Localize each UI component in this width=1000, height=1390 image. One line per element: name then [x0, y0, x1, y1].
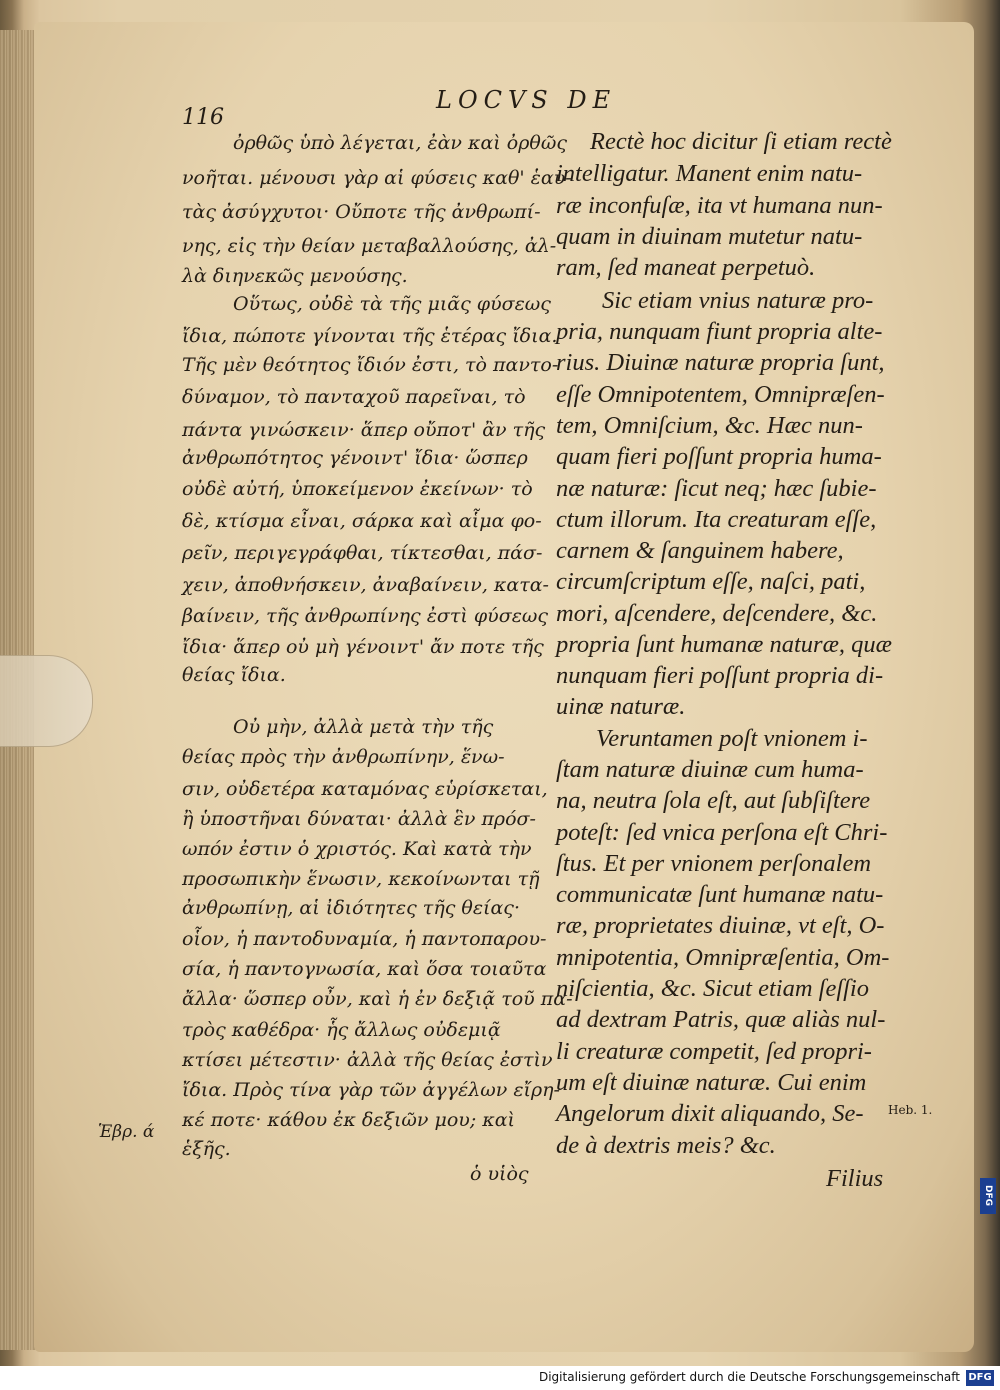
greek-line: ἄλλα· ὥσπερ οὖν, καὶ ἡ ἐν δεξιᾷ τοῦ πα- [182, 988, 573, 1010]
footer-bar [0, 1366, 1000, 1390]
latin-line: ræ, proprietates diuinæ, vt eſt, O- [556, 912, 885, 939]
latin-line: mnipotentia, Omnipræſentia, Om- [556, 944, 890, 971]
greek-line: θείας πρὸς τὴν ἀνθρωπίνην, ἕνω- [182, 746, 505, 768]
latin-line: poteſt: ſed vnica perſona eſt Chri- [556, 819, 888, 846]
greek-line: δὲ, κτίσμα εἶναι, σάρκα καὶ αἷμα φο- [182, 510, 542, 532]
greek-line: νοῆται. μένουσι γὰρ αἱ φύσεις καθ' ἑαυ- [182, 167, 572, 189]
greek-line: νης, εἰς τὴν θείαν μεταβαλλούσης, ἀλ- [182, 235, 557, 257]
latin-line: um eſt diuinæ naturæ. Cui enim [556, 1069, 867, 1096]
greek-line: κτίσει μέτεστιν· ἀλλὰ τῆς θείας ἐστὶν [182, 1049, 553, 1071]
latin-line: communicatæ ſunt humanæ natu- [556, 881, 884, 908]
latin-line: intelligatur. Manent enim natu- [556, 160, 863, 187]
latin-line: propria ſunt humanæ naturæ, quæ [556, 631, 893, 658]
latin-line: Sic etiam vnius naturæ pro- [602, 287, 874, 314]
greek-line: ἢ ὑποστῆναι δύναται· ἀλλὰ ἓν πρόσ- [182, 808, 536, 830]
latin-line: ræ inconfuſæ, ita vt humana nun- [556, 192, 883, 219]
latin-line: circumſcriptum eſſe, naſci, pati, [556, 568, 866, 595]
latin-line: rius. Diuinæ naturæ propria ſunt, [556, 349, 885, 376]
latin-line: ſtam naturæ diuinæ cum huma- [556, 756, 864, 783]
greek-line: ὀρθῶς ὑπὸ λέγεται, ἐὰν καὶ ὀρθῶς [233, 132, 567, 154]
greek-line: ἑξῆς. [182, 1138, 231, 1160]
greek-line: Οὐ μὴν, ἀλλὰ μετὰ τὴν τῆς [233, 716, 494, 738]
greek-line: Οὕτως, οὐδὲ τὰ τῆς μιᾶς φύσεως [233, 293, 551, 315]
latin-line: ſtus. Et per vnionem perſonalem [556, 850, 872, 877]
greek-line: ρεῖν, περιγεγράφθαι, τίκτεσθαι, πάσ- [182, 542, 543, 564]
latin-line: carnem & ſanguinem habere, [556, 537, 844, 564]
greek-line: σιν, οὐδετέρα καταμόνας εὑρίσκεται, [182, 778, 548, 800]
latin-line: quam in diuinam mutetur natu- [556, 223, 863, 250]
latin-line: Veruntamen poſt vnionem i- [596, 725, 868, 752]
greek-margin-note: Ἑβρ. ά [98, 1122, 155, 1142]
greek-line: Τῆς μὲν θεότητος ἴδιόν ἐστι, τὸ παντο- [182, 354, 559, 376]
latin-line: Angelorum dixit aliquando, Se- [556, 1100, 864, 1127]
latin-line: ram, ſed maneat perpetuò. [556, 254, 816, 281]
greek-line: οὐδὲ αὐτή, ὑποκείμενον ἐκείνων· τὸ [182, 478, 533, 500]
latin-line: ad dextram Patris, quæ aliàs nul- [556, 1006, 886, 1033]
latin-line: li creaturæ competit, ſed propri- [556, 1038, 872, 1065]
latin-line: tem, Omniſcium, &c. Hæc nun- [556, 412, 863, 439]
latin-line: niſcientia, &c. Sicut etiam ſeſſio [556, 975, 869, 1002]
greek-catchword: ὁ υἱὸς [470, 1163, 529, 1185]
latin-line: eſſe Omnipotentem, Omnipræſen- [556, 381, 885, 408]
greek-line: τὰς ἀσύγχυτοι· Οὔποτε τῆς ἀνθρωπί- [182, 201, 541, 223]
greek-line: ἀνθρωπότητος γένοιντ' ἴδια· ὥσπερ [182, 447, 528, 469]
latin-line: uinæ naturæ. [556, 693, 686, 720]
latin-line: na, neutra ſola eſt, aut ſubſiſtere [556, 787, 871, 814]
greek-line: λὰ διηνεκῶς μενούσης. [182, 265, 408, 287]
latin-margin-note: Heb. 1. [888, 1103, 933, 1117]
greek-line: προσωπικὴν ἕνωσιν, κεκοίνωνται τῇ [182, 868, 540, 890]
latin-line: nunquam fieri poſſunt propria di- [556, 662, 884, 689]
latin-line: pria, nunquam fiunt propria alte- [556, 318, 883, 345]
greek-line: θείας ἴδια. [182, 664, 286, 686]
greek-line: σία, ἡ παντογνωσία, καὶ ὅσα τοιαῦτα [182, 958, 547, 980]
latin-line: næ naturæ: ſicut neq; hæc ſubie- [556, 475, 877, 502]
latin-line: quam fieri poſſunt propria huma- [556, 443, 882, 470]
greek-line: ἴδια· ἅπερ οὐ μὴ γένοιντ' ἄν ποτε τῆς [182, 636, 544, 658]
running-head: LOCVS DE [436, 86, 617, 114]
greek-line: τρὸς καθέδρα· ἧς ἄλλως οὐδεμιᾷ [182, 1019, 501, 1041]
greek-line: χειν, ἀποθνήσκειν, ἀναβαίνειν, κατα- [182, 574, 549, 596]
greek-line: ἀνθρωπίνῃ, αἱ ἰδιότητες τῆς θείας· [182, 897, 520, 919]
greek-line: οἷον, ἡ παντοδυναμία, ἡ παντοπαρου- [182, 928, 547, 950]
page-number: 116 [182, 105, 224, 130]
greek-line: ἴδια. Πρὸς τίνα γὰρ τῶν ἀγγέλων εἴρη- [182, 1079, 560, 1101]
latin-line: mori, aſcendere, deſcendere, &c. [556, 600, 878, 627]
dfg-side-logo: DFG [980, 1178, 996, 1214]
latin-line: de à dextris meis? &c. [556, 1132, 776, 1159]
greek-line: κέ ποτε· κάθου ἐκ δεξιῶν μου; καὶ [182, 1109, 516, 1131]
latin-line: Rectè hoc dicitur ſi etiam rectè [590, 128, 892, 155]
greek-line: βαίνειν, τῆς ἀνθρωπίνης ἐστὶ φύσεως [182, 605, 549, 627]
dfg-logo: DFG [966, 1370, 994, 1386]
greek-line: πάντα γινώσκειν· ἅπερ οὔποτ' ἂν τῆς [182, 419, 546, 441]
greek-line: δύναμον, τὸ πανταχοῦ παρεῖναι, τὸ [182, 386, 526, 408]
footer-credit: Digitalisierung gefördert durch die Deutsche Forschungsgemeinschaft [538, 1370, 960, 1384]
latin-line: ctum illorum. Ita creaturam eſſe, [556, 506, 877, 533]
paper-tab [0, 655, 93, 747]
greek-line: ἴδια, πώποτε γίνονται τῆς ἑτέρας ἴδια. [182, 325, 558, 347]
greek-line: ωπόν ἐστιν ὁ χριστός. Καὶ κατὰ τὴν [182, 838, 532, 860]
latin-catchword: Filius [826, 1165, 884, 1192]
